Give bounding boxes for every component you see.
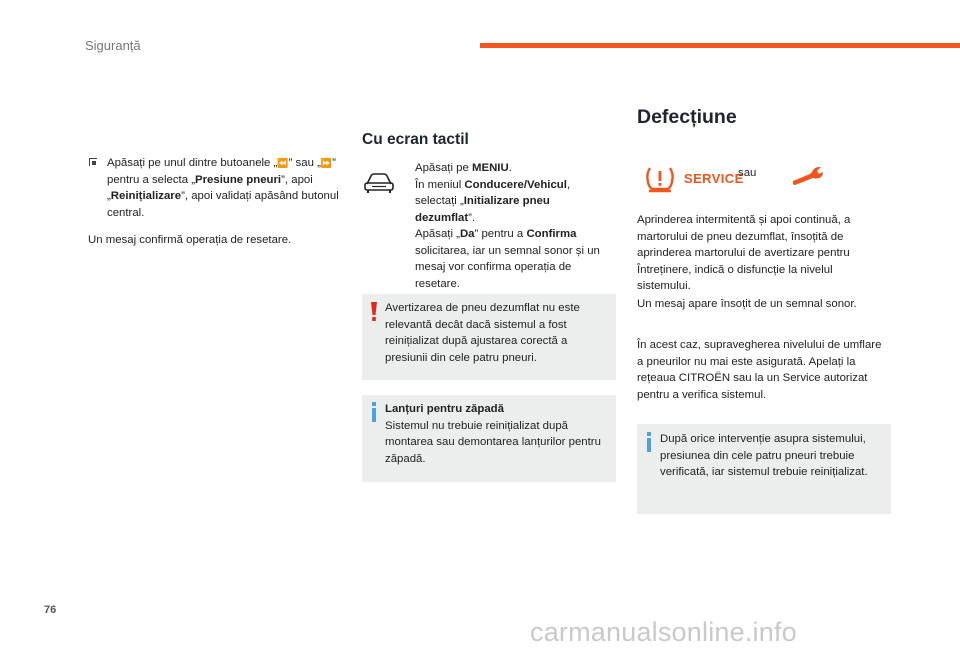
touchscreen-steps: Apăsați pe MENIU. În meniul Conducere/Vehicul, selectați „Initializare pneu dezumflat”. Apăsați „Da” pentru a Confirma solicitarea, iar un semnal sonor și un mesaj vor confirma operația de resetare.: [415, 162, 600, 290]
bullet-icon: [88, 157, 98, 170]
or-label: sau: [738, 167, 757, 179]
watermark: carmanualsonline.info: [530, 617, 797, 647]
page-number: 76: [44, 604, 57, 616]
info-icon: [370, 402, 378, 422]
malfunction-message: Un mesaj apare însoțit de un semnal sonor.: [637, 298, 857, 310]
tyre-pressure-icon: [642, 160, 678, 196]
snow-chains-note: Lanțuri pentru zăpadă Sistemul nu trebuie reinițializat după montarea sau demontarea lanțurilor pentru zăpadă.: [385, 403, 601, 465]
car-icon: [362, 170, 396, 196]
malfunction-description: Aprinderea intermitentă și apoi continuă, a martorului de pneu dezumflat, însoțită de aprinderea martorului de avertizare pentru Întreținere, indică o disfuncție la nivelul sistemului.: [637, 214, 851, 292]
after-intervention-note: După orice intervenție asupra sistemului, presiunea din cele patru pneuri trebuie verificată, iar sistemul trebuie reinițializat.: [660, 433, 868, 478]
warning-text: Avertizarea de pneu dezumflat nu este relevantă decât dacă sistemul a fost reinițializat după ajustarea corectă a presiunii din cele patru pneuri.: [385, 302, 580, 364]
section-title: Siguranță: [85, 38, 141, 53]
malfunction-action: În acest caz, supravegherea nivelului de umflare a pneurilor nu mai este asigurată. Apelați la rețeaua CITROËN sau la un Service autorizat pentru a verifica sistemul.: [637, 339, 882, 401]
malfunction-heading: Defecțiune: [637, 106, 737, 128]
wrench-icon: [790, 162, 826, 188]
service-warning-label: SERVICE: [684, 171, 744, 186]
previous-icon: ⏪: [277, 158, 289, 168]
touchscreen-heading: Cu ecran tactil: [362, 131, 469, 148]
next-icon: ⏩: [320, 158, 333, 168]
instruction-buttons: Apăsați pe unul dintre butoanele „⏪” sau „⏩” pentru a selecta „Presiune pneuri”, apoi „Reinițializare”, apoi validați apăsând butonul central.: [107, 157, 339, 219]
warning-icon: [370, 302, 378, 322]
confirmation-text: Un mesaj confirmă operația de resetare.: [88, 234, 292, 246]
info-icon: [645, 432, 653, 452]
header-accent-bar: [480, 43, 960, 48]
